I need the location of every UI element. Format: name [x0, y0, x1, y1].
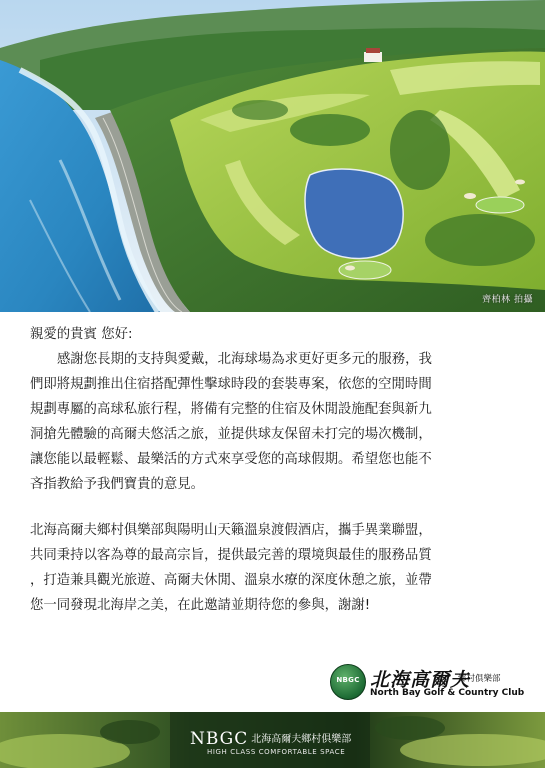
greeting: 親愛的貴賓 您好:	[30, 327, 133, 342]
paragraph-line: 共同秉持以客為尊的最高宗旨，提供最完善的環境與最佳的服務品質	[30, 548, 432, 563]
footer-banner	[0, 712, 545, 768]
paragraph-line: 感謝您長期的支持與愛戴，北海球場為求更好更多元的服務，我	[57, 352, 432, 367]
paragraph-line: 北海高爾夫鄉村俱樂部與陽明山天籟溫泉渡假酒店，攜手異業聯盟，	[30, 523, 432, 538]
seal-text: NBGC	[336, 676, 360, 684]
club-name-chinese-small: 鄉村俱樂部	[458, 674, 501, 684]
footer-brand-logo: NBGC	[190, 729, 249, 749]
club-name-chinese: 北海高爾夫	[370, 669, 471, 691]
footer-brand-chinese: 北海高爾夫鄉村俱樂部	[251, 734, 352, 745]
paragraph-line: 洞搶先體驗的高爾夫悠活之旅，並提供球友保留未打完的場次機制，	[30, 427, 432, 442]
paragraph-line: 讓您能以最輕鬆、最樂活的方式來享受您的高球假期。希望您也能不	[30, 452, 432, 467]
aerial-golf-course-photo	[0, 0, 545, 312]
footer-tagline: HIGH CLASS COMFORTABLE SPACE	[207, 748, 346, 756]
aerial-photo-illustration	[0, 0, 545, 312]
paragraph-line: 們即將規劃推出住宿搭配彈性擊球時段的套裝專案，依您的空閒時間	[30, 377, 432, 392]
paragraph-line: 吝指教給予我們寶貴的意見。	[30, 477, 205, 492]
footer-brand	[190, 729, 351, 749]
paragraph-spacer	[30, 497, 520, 518]
photo-credit: 齊柏林 拍攝	[482, 295, 533, 305]
club-logo-signature	[330, 664, 530, 704]
paragraph-line: 您一同發現北海岸之美，在此邀請並期待您的參與，謝謝!	[30, 598, 371, 613]
club-seal-icon	[330, 664, 366, 700]
letter-body	[30, 322, 520, 618]
club-name-english: North Bay Golf & Country Club	[370, 688, 525, 698]
paragraph-line: 規劃專屬的高球私旅行程，將備有完整的住宿及休閒設施配套與新九	[30, 402, 432, 417]
paragraph-line: ，打造兼具觀光旅遊、高爾夫休閒、溫泉水療的深度休憩之旅，並帶	[30, 573, 432, 588]
